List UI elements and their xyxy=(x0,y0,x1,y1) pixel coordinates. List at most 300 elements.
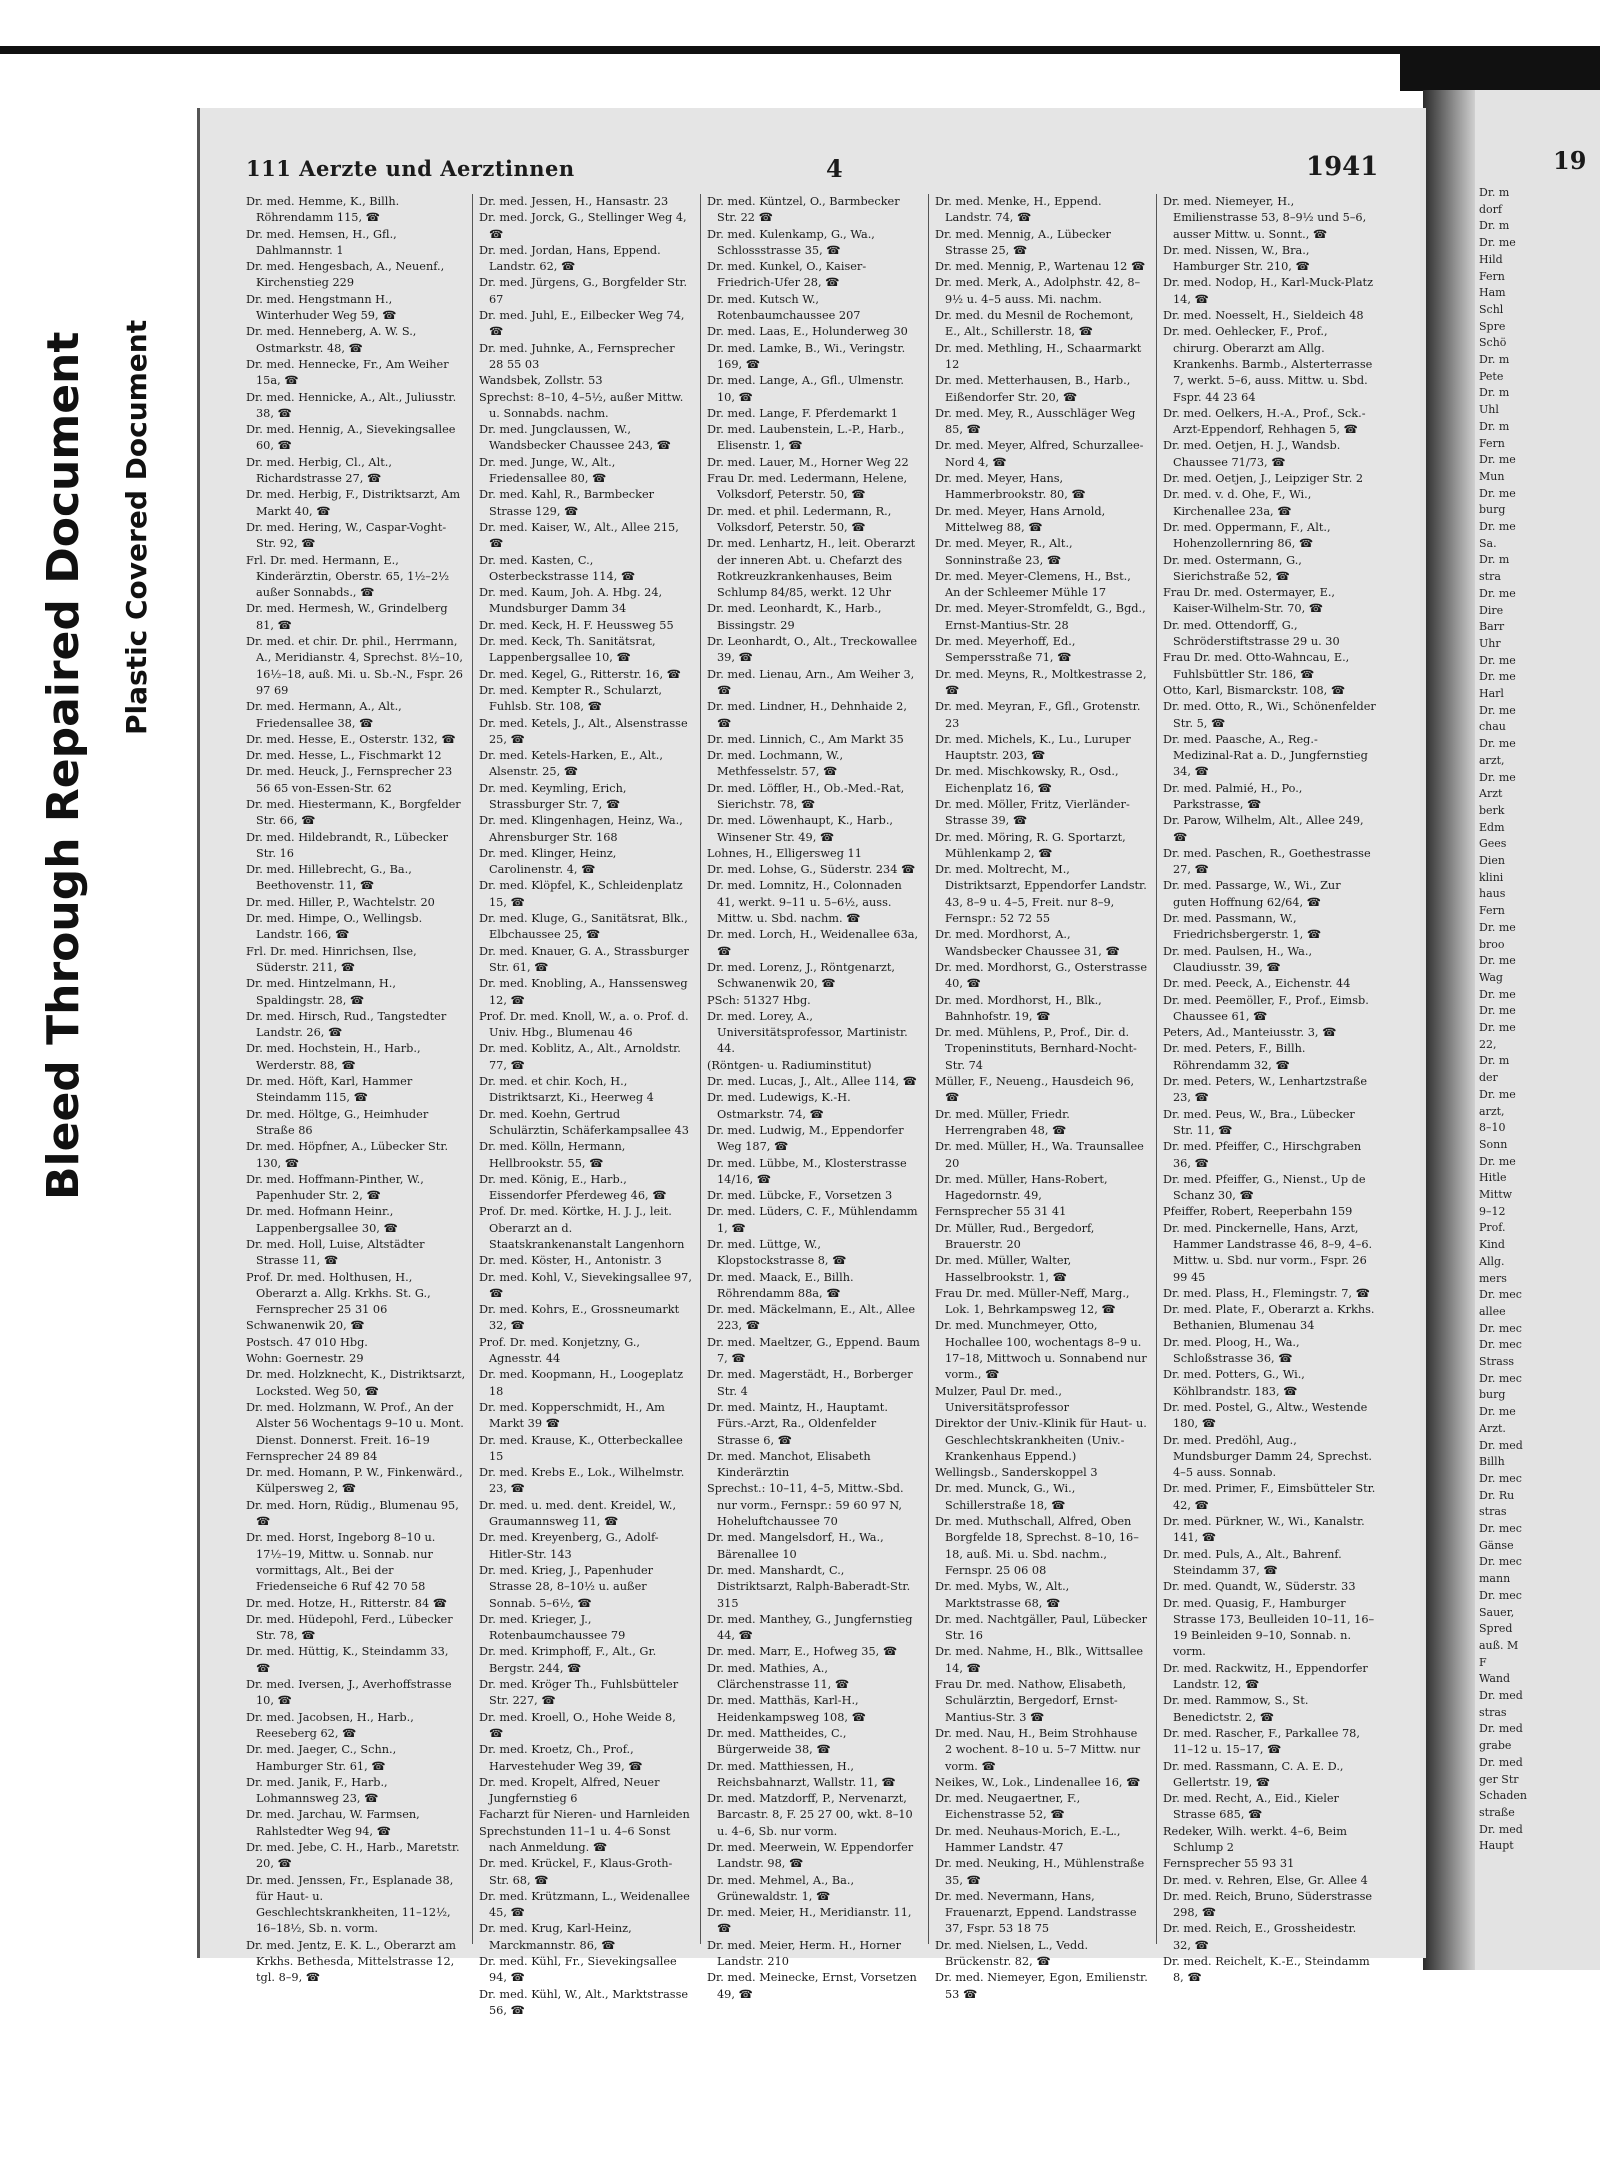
directory-entry: Dr. med. Hennicke, A., Alt., Juliusstr. 38, ☎ xyxy=(246,390,457,420)
directory-entry: Dr. med. Krause, K., Otterbeckallee 15 xyxy=(479,1433,683,1463)
adjacent-page-line: Dr. m xyxy=(1479,353,1510,366)
directory-entry: Dr. med. Kroetz, Ch., Prof., Harvestehuder Weg 39, ☎ xyxy=(479,1743,643,1773)
adjacent-page-line: Dr. mec xyxy=(1479,1371,1522,1385)
directory-entry: Dr. med. Lenhartz, H., leit. Oberarzt der inneren Abt. u. Chefarzt des Rotkreuzkrankenhauses, Beim Schlump 84/85, werkt. 12 Uhr xyxy=(707,537,916,600)
directory-entry: Dr. med. Meyer, Hans Arnold, Mittelweg 88, ☎ xyxy=(935,504,1106,534)
directory-entry: Dr. med. Holl, Luise, Altstädter Strasse 11, ☎ xyxy=(246,1238,425,1268)
directory-entry: Dr. med. Kunkel, O., Kaiser-Friedrich-Ufer 28, ☎ xyxy=(707,260,867,290)
adjacent-page-line: Dr. me xyxy=(1479,670,1516,684)
directory-entry: Dr. med. Klöpfel, K., Schleidenplatz 15, ☎ xyxy=(479,879,683,909)
adjacent-page-line: Spre xyxy=(1479,319,1506,333)
directory-entry: Dr. med. Kempter R., Schularzt, Fuhlsb. Str. 108, ☎ xyxy=(479,683,662,714)
bleed-through-banner: Bleed Through Repaired Document xyxy=(38,331,89,1200)
adjacent-page-line: 8–10 xyxy=(1479,1121,1506,1135)
adjacent-page-line: grabe xyxy=(1479,1739,1512,1753)
directory-column-2 xyxy=(472,194,692,2017)
directory-entry: Dr. med. Nahme, H., Blk., Wittsallee 14, ☎ xyxy=(935,1645,1144,1675)
directory-entry: Dr. med. Kohl, V., Sievekingsallee 97, ☎ xyxy=(479,1270,692,1300)
directory-entry: Dr. med. Magerstädt, H., Borberger Str. 4 xyxy=(707,1368,913,1398)
adjacent-page-line: mann xyxy=(1479,1572,1511,1586)
directory-entry: Dr. med. Kaiser, W., Alt., Allee 215, ☎ xyxy=(479,520,679,551)
directory-entry: Dr. med. Mehmel, A., Ba., Grünewaldstr. 1, ☎ xyxy=(707,1873,855,1903)
directory-entry: Dr. med. Krieger, J., Rotenbaumchaussee 79 xyxy=(479,1612,626,1643)
directory-entry: Dr. med. Predöhl, Aug., Mundsburger Damm 24, Sprechst. 4–5 auss. Sonnab. xyxy=(1163,1433,1372,1480)
directory-entry: Dr. med. Mordhorst, A., Wandsbecker Chaussee 31, ☎ xyxy=(935,928,1120,958)
directory-entry: Dr. med. Mordhorst, H., Blk., Bahnhofstr. 19, ☎ xyxy=(935,993,1102,1023)
directory-entry: Dr. med. Hofmann Heinr., Lappenbergsallee 30, ☎ xyxy=(246,1205,398,1235)
directory-entry: Dr. med. Metterhausen, B., Harb., Eißendorfer Str. 20, ☎ xyxy=(935,374,1131,404)
directory-entry: Dr. med. Pfeiffer, G., Nienst., Up de Schanz 30, ☎ xyxy=(1163,1172,1366,1203)
directory-entry: Dr. med. Lohse, G., Süderstr. 234 ☎ xyxy=(707,863,916,877)
adjacent-page-line: Dr. mec xyxy=(1479,1555,1522,1569)
directory-entry: Dr. med. Meyer-Clemens, H., Bst., An der Schleemer Mühle 17 xyxy=(935,569,1131,600)
adjacent-page-line: Dr. me xyxy=(1479,1087,1516,1101)
directory-entry: Dr. med. Mattheides, C., Bürgerweide 38, ☎ xyxy=(707,1726,847,1757)
adjacent-page-line: Harl xyxy=(1479,687,1504,700)
directory-entry: Prof. Dr. med. Holthusen, H., Oberarzt a. Allg. Krkhs. St. G., Fernsprecher 25 31 06 xyxy=(246,1270,431,1317)
directory-entry: Dr. med. Peters, W., Lenhartzstraße 23, ☎ xyxy=(1163,1075,1368,1105)
directory-entry: Dr. med. Meier, H., Meridianstr. 11, ☎ xyxy=(707,1906,912,1936)
directory-entry: Dr. med. Lochmann, W., Methfesselstr. 57, ☎ xyxy=(707,749,844,779)
directory-entry: (Röntgen- u. Radiuminstitut) xyxy=(707,1058,872,1072)
adjacent-page-line: Sauer, xyxy=(1479,1605,1515,1619)
directory-entry: Dr. med. Hillebrecht, G., Ba., Beethovenstr. 11, ☎ xyxy=(246,863,412,893)
directory-entry: Dr. med. Hoffmann-Pinther, W., Papenhuder Str. 2, ☎ xyxy=(246,1172,424,1203)
adjacent-page-line: Strass xyxy=(1479,1355,1515,1368)
directory-entry: Dr. med. Kröger Th., Fuhlsbütteler Str. 227, ☎ xyxy=(479,1678,679,1708)
directory-entry: Dr. med. Juhnke, A., Fernsprecher 28 55 03 xyxy=(479,341,675,371)
directory-entry: Dr. med. Kropelt, Alfred, Neuer Jungfernstieg 6 xyxy=(479,1775,660,1806)
directory-entry: Dr. med. Manthey, G., Jungfernstieg 44, ☎ xyxy=(707,1612,913,1643)
directory-column-4 xyxy=(928,194,1148,2001)
adjacent-page-line: haus xyxy=(1479,887,1506,901)
directory-entry: Dr. med. Lüders, C. F., Mühlendamm 1, ☎ xyxy=(707,1205,918,1235)
directory-entry: Dr. med. Lange, F. Pferdemarkt 1 xyxy=(707,406,898,420)
directory-entry: Dr. med. Oelkers, H.-A., Prof., Sck.-Arzt-Eppendorf, Rehhagen 5, ☎ xyxy=(1163,406,1366,437)
directory-entry: Dr. med. Leonhardt, K., Harb., Bissingstr. 29 xyxy=(707,602,882,632)
directory-entry: Dr. med. Krieg, J., Papenhuder Strasse 28, 8–10½ u. außer Sonnab. 5–6½, ☎ xyxy=(479,1563,654,1610)
directory-entry: Dr. med. Mennig, P., Wartenau 12 ☎ xyxy=(935,260,1146,274)
adjacent-page-line: Uhr xyxy=(1479,636,1501,650)
directory-entry: Dr. med. Hennig, A., Sievekingsallee 60, ☎ xyxy=(246,423,456,453)
adjacent-page-line: Dr. Ru xyxy=(1479,1488,1515,1502)
directory-entry: Dr. med. Hemme, K., Billh. Röhrendamm 115, ☎ xyxy=(246,195,400,225)
adjacent-page-line: Uhl xyxy=(1479,403,1499,417)
directory-entry: Dr. med. Hiller, P., Wachtelstr. 20 xyxy=(246,895,435,909)
adjacent-page-line: stras xyxy=(1479,1505,1507,1519)
directory-entry: Dr. med. Meyran, F., Gfl., Grotenstr. 23 xyxy=(935,700,1141,730)
directory-entry: Dr. med. König, E., Harb., Eissendorfer Pferdeweg 46, ☎ xyxy=(479,1172,667,1203)
directory-entry: Dr. med. Neugaertner, F., Eichenstrasse 52, ☎ xyxy=(935,1792,1081,1822)
adjacent-page-line: Arzt xyxy=(1479,787,1503,801)
directory-entry: Peters, Ad., Manteiusstr. 3, ☎ xyxy=(1163,1026,1337,1040)
directory-entry: Redeker, Wilh. werkt. 4–6, Beim Schlump 2 xyxy=(1163,1824,1347,1854)
adjacent-page-line: Schl xyxy=(1479,302,1504,316)
directory-entry: Pfeiffer, Robert, Reeperbahn 159 xyxy=(1163,1205,1353,1219)
directory-entry: Dr. med. Janik, F., Harb., Lohmannsweg 23, ☎ xyxy=(246,1775,388,1806)
directory-entry: Dr. med. Kahl, R., Barmbecker Strasse 129, ☎ xyxy=(479,488,655,518)
directory-entry: Dr. med. Holzmann, W. Prof., An der Alster 56 Wochentags 9–10 u. Mont. Dienst. Donnerst. Freit. 16–19 xyxy=(246,1400,464,1447)
adjacent-page-line: Dr. med xyxy=(1479,1438,1523,1452)
adjacent-page-line: Fern xyxy=(1479,904,1505,918)
adjacent-page-line: Dr. m xyxy=(1479,553,1510,567)
directory-entry: Dr. med. Kaum, Joh. A. Hbg. 24, Mundsburger Damm 34 xyxy=(479,586,663,616)
directory-entry: Dr. med. Manchot, Elisabeth Kinderärztin xyxy=(707,1449,871,1480)
directory-entry: Dr. med. Peeck, A., Eichenstr. 44 xyxy=(1163,977,1351,991)
page-number: 4 xyxy=(826,154,843,183)
adjacent-page-line: stra xyxy=(1479,570,1501,584)
adjacent-page-line: Edm xyxy=(1479,820,1505,834)
adjacent-page-line: 9–12 xyxy=(1479,1204,1506,1218)
directory-entry: Dr. med. Paasche, A., Reg.-Medizinal-Rat a. D., Jungfernstieg 34, ☎ xyxy=(1163,732,1368,779)
adjacent-page-line: stras xyxy=(1479,1705,1507,1719)
directory-entry: Dr. med. Möring, R. G. Sportarzt, Mühlenkamp 2, ☎ xyxy=(935,830,1126,860)
directory-entry: Dr. med. Matthäs, Karl-H., Heidenkampsweg 108, ☎ xyxy=(707,1694,866,1724)
directory-entry: Dr. med. Hesse, E., Osterstr. 132, ☎ xyxy=(246,732,456,746)
adjacent-page-line: Dr. me xyxy=(1479,1021,1516,1034)
adjacent-page-line: Dr. me xyxy=(1479,486,1516,500)
adjacent-page-line: Dr. me xyxy=(1479,954,1516,968)
directory-entry: Dr. med. Lomnitz, H., Colonnaden 41, werkt. 9–11 u. 5–6½, auss. Mittw. u. Sbd. nachm. ☎ xyxy=(707,879,902,926)
directory-entry: Dr. med. Kegel, G., Ritterstr. 16, ☎ xyxy=(479,667,681,681)
directory-entry: Frau Dr. med. Otto-Wahncau, E., Fuhlsbüttler Str. 186, ☎ xyxy=(1163,651,1350,681)
directory-entry: Dr. med. Mordhorst, G., Osterstrasse 40, ☎ xyxy=(935,960,1148,991)
page-header xyxy=(246,152,1396,186)
directory-entry: Frau Dr. med. Ledermann, Helene, Volksdorf, Peterstr. 50, ☎ xyxy=(707,472,908,502)
adjacent-page-line: Hitle xyxy=(1479,1171,1507,1185)
directory-entry: Dr. med. Mennig, A., Lübecker Strasse 25, ☎ xyxy=(935,227,1111,257)
adjacent-page-line: Dr. me xyxy=(1479,1405,1516,1419)
directory-entry: Dr. med. Hirsch, Rud., Tangstedter Landstr. 26, ☎ xyxy=(246,1009,447,1040)
directory-entry: Dr. med. Hesse, L., Fischmarkt 12 xyxy=(246,749,442,763)
directory-entry: Frl. Dr. med. Hinrichsen, Ilse, Süderstr. 211, ☎ xyxy=(246,944,417,974)
adjacent-page-line: auß. M xyxy=(1479,1638,1519,1652)
adjacent-page-line: Schaden xyxy=(1479,1789,1527,1803)
adjacent-page-line: Kind xyxy=(1479,1238,1505,1252)
directory-entry: Dr. med. Mathies, A., Clärchenstrasse 11, ☎ xyxy=(707,1661,849,1692)
directory-entry: Mulzer, Paul Dr. med., Universitätsprofessor xyxy=(935,1384,1069,1414)
directory-entry: Dr. med. Jürgens, G., Borgfelder Str. 67 xyxy=(479,276,688,306)
directory-entry: Dr. med. Kroell, O., Hohe Weide 8, ☎ xyxy=(479,1710,676,1740)
directory-entry: Dr. med. Horst, Ingeborg 8–10 u. 17½–19, Mittw. u. Sonnab. nur vormittags, Alt., Bei der Friedenseiche 6 Ruf 42 70 58 xyxy=(246,1531,436,1594)
directory-entry: Dr. med. Müller, H., Wa. Traunsallee 20 xyxy=(935,1140,1144,1170)
directory-entry: Dr. med. Mischkowsky, R., Osd., Eichenplatz 16, ☎ xyxy=(935,765,1119,795)
adjacent-page-line: Hild xyxy=(1479,252,1503,266)
adjacent-page-line: Dr. med xyxy=(1479,1822,1523,1836)
directory-entry: Dr. med. du Mesnil de Rochemont, E., Alt., Schillerstr. 18, ☎ xyxy=(935,309,1134,339)
directory-entry: Schwanenwik 20, ☎ xyxy=(246,1319,365,1333)
adjacent-page-line: Dr. me xyxy=(1479,653,1516,667)
directory-entry: Dr. med. Potters, G., Wi., Köhlbrandstr. 183, ☎ xyxy=(1163,1368,1305,1398)
directory-entry: Dr. med. Küntzel, O., Barmbecker Str. 22 ☎ xyxy=(707,195,900,225)
directory-entry: Dr. med. Mühlens, P., Prof., Dir. d. Tropeninstituts, Bernhard-Nocht-Str. 74 xyxy=(935,1026,1137,1072)
directory-entry: Dr. med. Nachtgäller, Paul, Lübecker Str. 16 xyxy=(935,1612,1148,1643)
directory-entry: Frau Dr. med. Ostermayer, E., Kaiser-Wilhelm-Str. 70, ☎ xyxy=(1163,586,1336,616)
directory-entry: Dr. med. Lorch, H., Weidenallee 63a, ☎ xyxy=(707,928,919,958)
directory-entry: Dr. med. Lorey, A., Universitätsprofessor, Martinistr. 44. xyxy=(707,1009,908,1056)
directory-entry: Dr. med. Iversen, J., Averhoffstrasse 10, ☎ xyxy=(246,1678,452,1708)
directory-entry: Dr. med. Höltge, G., Heimhuder Straße 86 xyxy=(246,1107,429,1137)
directory-entry: Dr. med. Koopmann, H., Loogeplatz 18 xyxy=(479,1368,684,1398)
plastic-covered-banner: Plastic Covered Document xyxy=(120,319,153,735)
adjacent-page-line: berk xyxy=(1479,803,1505,817)
directory-entry: Dr. med. Kohrs, E., Grossneumarkt 32, ☎ xyxy=(479,1303,680,1333)
directory-entry: Dr. med. Meerwein, W. Eppendorfer Landstr. 98, ☎ xyxy=(707,1840,914,1871)
adjacent-page-line: dorf xyxy=(1479,202,1502,216)
directory-entry: Dr. med. Nevermann, Hans, Frauenarzt, Eppend. Landstrasse 37, Fspr. 53 18 75 xyxy=(935,1889,1137,1936)
directory-entry: Dr. med. Kühl, W., Alt., Marktstrasse 56, ☎ xyxy=(479,1987,689,2017)
directory-entry: Dr. med. Neuhaus-Morich, E.-L., Hammer Landstr. 47 xyxy=(935,1824,1121,1854)
directory-entry: Frau Dr. med. Nathow, Elisabeth, Schulärztin, Bergedorf, Ernst-Mantius-Str. 3 ☎ xyxy=(935,1678,1127,1724)
adjacent-page-line: Dien xyxy=(1479,854,1505,867)
directory-entry: Dr. med. Nielsen, L., Vedd. Brückenstr. 82, ☎ xyxy=(935,1938,1089,1969)
directory-entry: Dr. med. et phil. Ledermann, R., Volksdorf, Peterstr. 50, ☎ xyxy=(707,504,892,534)
directory-entry: Prof. Dr. med. Körtke, H. J. J., leit. Oberarzt an d. Staatskrankenanstalt Langenhorn xyxy=(479,1205,685,1251)
directory-entry: Dr. med. Muthschall, Alfred, Oben Borgfelde 18, Sprechst. 8–10, 16–18, auß. Mi. u. Sbd. nachm., Fernspr. 25 06 08 xyxy=(935,1515,1139,1577)
directory-entry: Dr. med. Köster, H., Antonistr. 3 xyxy=(479,1254,662,1268)
directory-entry: Dr. med. Jacobsen, H., Harb., Reeseberg 62, ☎ xyxy=(246,1710,414,1740)
directory-column-5 xyxy=(1156,194,1376,1985)
directory-entry: Dr. med. Mangelsdorf, H., Wa., Bärenallee 10 xyxy=(707,1531,884,1561)
directory-entry: Dr. med. Jebe, C. H., Harb., Maretstr. 20, ☎ xyxy=(246,1840,460,1871)
directory-entry: PSch: 51327 Hbg. xyxy=(707,993,811,1007)
directory-entry: Dr. med. Meyer, Alfred, Schurzallee-Nord 4, ☎ xyxy=(935,439,1144,469)
directory-entry: Dr. med. Holzknecht, K., Distriktsarzt, Locksted. Weg 50, ☎ xyxy=(246,1368,466,1398)
directory-entry: Dr. Leonhardt, O., Alt., Treckowallee 39, ☎ xyxy=(707,635,918,665)
directory-entry: Dr. med. Kopperschmidt, H., Am Markt 39 ☎ xyxy=(479,1400,665,1431)
directory-entry: Dr. med. Niemeyer, H., Emilienstrasse 53, 8–9½ und 5–6, ausser Mittw. u. Sonnt., ☎ xyxy=(1163,195,1367,241)
adjacent-page-line: Dr. me xyxy=(1479,920,1516,934)
directory-entry: Dr. med. Kasten, C., Osterbeckstrasse 114, ☎ xyxy=(479,553,635,583)
directory-columns xyxy=(246,194,1416,2017)
directory-entry: Dr. med. Heuck, J., Fernsprecher 23 56 65 von-Essen-Str. 62 xyxy=(246,765,453,795)
adjacent-page-line: Dr. m xyxy=(1479,1054,1510,1068)
directory-entry: Dr. med. Rackwitz, H., Eppendorfer Landstr. 12, ☎ xyxy=(1163,1661,1368,1692)
directory-entry: Dr. med. Lauer, M., Horner Weg 22 xyxy=(707,455,909,469)
section-title: 111 Aerzte und Aerztinnen xyxy=(246,156,575,181)
adjacent-page-line: F xyxy=(1479,1655,1487,1669)
directory-entry: Lohnes, H., Elligersweg 11 xyxy=(707,846,862,860)
directory-entry: Dr. med. Herbig, F., Distriktsarzt, Am Markt 40, ☎ xyxy=(246,488,461,518)
directory-entry: Dr. med. Krebs E., Lok., Wilhelmstr. 23, ☎ xyxy=(479,1466,685,1496)
directory-entry: Dr. med. Mey, R., Ausschläger Weg 85, ☎ xyxy=(935,406,1136,437)
directory-entry: Dr. med. Koehn, Gertrud Schulärztin, Schäferkampsallee 43 xyxy=(479,1107,689,1137)
directory-entry: Dr. med. Hüdepohl, Ferd., Lübecker Str. 78, ☎ xyxy=(246,1612,453,1643)
directory-entry: Dr. med. Hermesh, W., Grindelberg 81, ☎ xyxy=(246,602,448,632)
directory-entry: Dr. med. Klingenhagen, Heinz, Wa., Ahrensburger Str. 168 xyxy=(479,814,683,844)
directory-entry: Dr. med. Oetjen, H. J., Wandsb. Chaussee 71/73, ☎ xyxy=(1163,439,1341,469)
directory-entry: Dr. med. Krimphoff, F., Alt., Gr. Bergstr. 244, ☎ xyxy=(479,1645,657,1675)
adjacent-page-line: Dr. med xyxy=(1479,1755,1523,1769)
directory-entry: Dr. med. Mäckelmann, E., Alt., Allee 223, ☎ xyxy=(707,1303,916,1333)
adjacent-page-line: Dr. me xyxy=(1479,987,1516,1001)
directory-entry: Dr. med. Ottendorff, G., Schröderstiftstrasse 29 u. 30 xyxy=(1163,618,1340,649)
book-gutter xyxy=(1423,90,1475,1970)
directory-entry: Dr. med. Lucas, J., Alt., Allee 114, ☎ xyxy=(707,1075,917,1089)
directory-entry: Dr. med. Löwenhaupt, K., Harb., Winsener Str. 49, ☎ xyxy=(707,814,893,844)
directory-entry: Dr. med. Henneberg, A. W. S., Ostmarkstr. 48, ☎ xyxy=(246,325,417,355)
directory-entry: Dr. med. Moltrecht, M., Distriktsarzt, Eppendorfer Landstr. 43, 8–9 u. 4–5, Freit. nur 8–9, Fernspr.: 52 72 55 xyxy=(935,863,1147,926)
adjacent-page-line: allee xyxy=(1479,1304,1506,1318)
directory-entry: Dr. med. Hering, W., Caspar-Voght-Str. 92, ☎ xyxy=(246,520,447,551)
directory-entry: Dr. med. Keymling, Erich, Strassburger Str. 7, ☎ xyxy=(479,781,627,811)
directory-entry: Dr. med. Maeltzer, G., Eppend. Baum 7, ☎ xyxy=(707,1335,920,1366)
directory-entry: Dr. med. Hochstein, H., Harb., Werderstr. 88, ☎ xyxy=(246,1042,421,1072)
directory-entry: Dr. med. Laas, E., Holunderweg 30 xyxy=(707,325,908,339)
directory-entry: Dr. med. Müller, Hans-Robert, Hagedornstr. 49, xyxy=(935,1172,1108,1203)
directory-entry: Dr. med. Menke, H., Eppend. Landstr. 74, ☎ xyxy=(935,195,1102,225)
directory-entry: Dr. med. Kölln, Hermann, Hellbrookstr. 55, ☎ xyxy=(479,1140,626,1170)
adjacent-page-line: Mun xyxy=(1479,469,1505,483)
directory-page xyxy=(197,108,1426,2017)
directory-entry: Dr. med. Peemöller, F., Prof., Eimsb. Chaussee 61, ☎ xyxy=(1163,993,1369,1023)
adjacent-page xyxy=(1475,90,1600,1970)
directory-entry: Dr. med. Meyer, R., Alt., Sonninstraße 23, ☎ xyxy=(935,537,1073,567)
directory-entry: Dr. med. Hemsen, H., Gfl., Dahlmannstr. 1 xyxy=(246,227,397,257)
directory-entry: Dr. med. Oehlecker, F., Prof., chirurg. Oberarzt am Allg. Krankenhs. Barmb., Alsterterrasse 7, werkt. 5–6, auss. Mittw. u. Sbd. Fspr. 44 23 64 xyxy=(1163,325,1373,404)
adjacent-page-line: Ham xyxy=(1479,286,1506,300)
adjacent-page-line: Dr. mec xyxy=(1479,1522,1522,1535)
directory-entry: Dr. med. Ludewigs, K.-H. Ostmarkstr. 74, ☎ xyxy=(707,1091,851,1121)
directory-entry: Dr. med. Primer, F., Eimsbütteler Str. 42, ☎ xyxy=(1163,1482,1376,1512)
adjacent-page-line: Dr. me xyxy=(1479,586,1516,600)
directory-entry: Dr. med. Puls, A., Alt., Bahrenf. Steindamm 37, ☎ xyxy=(1163,1547,1342,1577)
adjacent-page-line: mers xyxy=(1479,1271,1507,1285)
directory-entry: Dr. med. Munck, G., Wi., Schillerstraße 18, ☎ xyxy=(935,1482,1076,1512)
directory-entry: Dr. med. Laubenstein, L.-P., Harb., Elisenstr. 1, ☎ xyxy=(707,423,905,453)
directory-entry: Dr. med. Höft, Karl, Hammer Steindamm 115, ☎ xyxy=(246,1075,413,1105)
directory-entry: Direktor der Univ.-Klinik für Haut- u. Geschlechtskrankheiten (Univ.-Krankenhaus Eppend.) xyxy=(935,1417,1147,1463)
directory-entry: Dr. med. et chir. Koch, H., Distriktsarzt, Ki., Heerweg 4 xyxy=(479,1075,654,1105)
directory-entry: Dr. med. Michels, K., Lu., Luruper Hauptstr. 203, ☎ xyxy=(935,732,1131,763)
adjacent-page-line: burg xyxy=(1479,503,1506,517)
directory-entry: Dr. med. Reich, Bruno, Süderstrasse 298, ☎ xyxy=(1163,1889,1373,1920)
adjacent-page-line: Fern xyxy=(1479,436,1505,450)
directory-entry: Dr. med. Manshardt, C., Distriktsarzt, Ralph-Baberadt-Str. 315 xyxy=(707,1563,911,1610)
directory-entry: Dr. med. Hintzelmann, H., Spaldingstr. 28, ☎ xyxy=(246,977,396,1007)
directory-entry: Dr. med. Knauer, G. A., Strassburger Str. 61, ☎ xyxy=(479,944,689,974)
directory-entry: Dr. med. Krückel, F., Klaus-Groth-Str. 68, ☎ xyxy=(479,1857,673,1887)
directory-entry: Sprechstunden 11–1 u. 4–6 Sonst nach Anmeldung. ☎ xyxy=(479,1824,671,1854)
directory-entry: Dr. med. Möller, Fritz, Vierländer-Strasse 39, ☎ xyxy=(935,797,1130,828)
directory-entry: Dr. med. Keck, Th. Sanitätsrat, Lappenbergsallee 10, ☎ xyxy=(479,635,656,665)
directory-entry: Dr. med. u. med. dent. Kreidel, W., Graumannsweg 11, ☎ xyxy=(479,1498,677,1529)
adjacent-page-line: Haupt xyxy=(1479,1839,1514,1853)
adjacent-page-line: Dr. m xyxy=(1479,419,1510,433)
directory-entry: Dr. med. Quasig, F., Hamburger Strasse 173, Beulleiden 10–11, 16–19 Beinleiden 9–10, Sonnab. n. vorm. xyxy=(1163,1596,1375,1659)
directory-entry: Dr. med. Junge, W., Alt., Friedensallee 80, ☎ xyxy=(479,455,616,486)
directory-entry: Frl. Dr. med. Hermann, E., Kinderärztin, Oberstr. 65, 1½–2½ außer Sonnabds., ☎ xyxy=(246,553,450,600)
directory-entry: Dr. med. Paulsen, H., Wa., Claudiusstr. 39, ☎ xyxy=(1163,944,1313,974)
directory-entry: Dr. med. Methling, H., Schaarmarkt 12 xyxy=(935,341,1142,371)
directory-entry: Dr. med. Kutsch W., Rotenbaumchaussee 207 xyxy=(707,292,861,323)
directory-entry: Dr. med. Knobling, A., Hanssensweg 12, ☎ xyxy=(479,977,688,1007)
directory-entry: Dr. med. Lübbe, M., Klosterstrasse 14/16, ☎ xyxy=(707,1156,907,1186)
adjacent-page-line: Mittw xyxy=(1479,1188,1513,1201)
directory-entry: Dr. med. v. d. Ohe, F., Wi., Kirchenallee 23a, ☎ xyxy=(1163,488,1312,518)
directory-entry: Sprechst.: 10–11, 4–5, Mittw.-Sbd. nur vorm., Fernspr.: 59 60 97 N, Hoheluftchaussee 70 xyxy=(707,1482,904,1529)
directory-entry: Dr. med. Maack, E., Billh. Röhrendamm 88a, ☎ xyxy=(707,1270,854,1300)
directory-entry: Postsch. 47 010 Hbg. xyxy=(246,1335,368,1349)
directory-entry: Dr. med. Meinecke, Ernst, Vorsetzen 49, ☎ xyxy=(707,1971,917,2001)
directory-entry: Dr. med. Paschen, R., Goethestrasse 27, ☎ xyxy=(1163,846,1371,877)
directory-entry: Dr. med. Neuking, H., Mühlenstraße 35, ☎ xyxy=(935,1857,1145,1887)
directory-entry: Dr. med. Niemeyer, Egon, Emilienstr. 53 ☎ xyxy=(935,1971,1148,2001)
directory-entry: Dr. med. Hildebrandt, R., Lübecker Str. 16 xyxy=(246,830,449,860)
directory-entry: Dr. med. Löffler, H., Ob.-Med.-Rat, Sierichstr. 78, ☎ xyxy=(707,781,905,811)
directory-entry: Prof. Dr. med. Knoll, W., a. o. Prof. d. Univ. Hbg., Blumenau 46 xyxy=(479,1009,689,1040)
directory-entry: Dr. med. Meyer, Hans, Hammerbrookstr. 80, ☎ xyxy=(935,472,1086,502)
adjacent-page-line: Dr. m xyxy=(1479,219,1510,233)
directory-entry: Frau Dr. med. Müller-Neff, Marg., Lok. 1, Behrkampsweg 12, ☎ xyxy=(935,1286,1130,1317)
adjacent-page-line: klini xyxy=(1479,870,1504,884)
directory-entry: Neikes, W., Lok., Lindenallee 16, ☎ xyxy=(935,1775,1141,1789)
directory-entry: Dr. med. Pfeiffer, C., Hirschgraben 36, ☎ xyxy=(1163,1140,1362,1170)
directory-entry: Dr. med. Rassmann, C. A. E. D., Gellertstr. 19, ☎ xyxy=(1163,1759,1344,1789)
adjacent-page-line: Dr. me xyxy=(1479,1004,1516,1018)
directory-entry: Dr. med. Marr, E., Hofweg 35, ☎ xyxy=(707,1645,897,1659)
directory-entry: Dr. med. Oetjen, J., Leipziger Str. 2 xyxy=(1163,472,1364,486)
directory-entry: Dr. med. v. Rehren, Else, Gr. Allee 4 xyxy=(1163,1873,1368,1887)
directory-entry: Dr. med. Ludwig, M., Eppendorfer Weg 187, ☎ xyxy=(707,1123,904,1154)
directory-entry: Dr. med. Müller, Walter, Hasselbrookstr. 1, ☎ xyxy=(935,1254,1072,1284)
adjacent-page-line: Gees xyxy=(1479,837,1507,851)
directory-entry: Dr. med. Lindner, H., Dehnhaide 2, ☎ xyxy=(707,700,907,730)
directory-entry: Dr. med. Lüttge, W., Klopstockstrasse 8, ☎ xyxy=(707,1238,847,1268)
adjacent-page-line: Dr. me xyxy=(1479,770,1516,784)
directory-entry: Dr. med. Hüttig, K., Steindamm 33, ☎ xyxy=(246,1645,449,1675)
adjacent-page-line: Billh xyxy=(1479,1455,1505,1469)
adjacent-page-line: Dr. mec xyxy=(1479,1338,1522,1352)
adjacent-page-line: Dr. me xyxy=(1479,453,1516,467)
adjacent-page-line: Sa. xyxy=(1479,536,1497,550)
directory-entry: Dr. med. Lorenz, J., Röntgenarzt, Schwanenwik 20, ☎ xyxy=(707,960,895,991)
directory-entry: Dr. med. Kulenkamp, G., Wa., Schlossstrasse 35, ☎ xyxy=(707,227,875,257)
adjacent-page-line: Dr. me xyxy=(1479,1154,1516,1168)
directory-entry: Fernsprecher 24 89 84 xyxy=(246,1449,378,1463)
directory-entry: Dr. med. Linnich, C., Am Markt 35 xyxy=(707,732,904,746)
directory-entry: Dr. med. Pinckernelle, Hans, Arzt, Hammer Landstrasse 46, 8–9, 4–6. Mittw. u. Sbd. nur vorm., Fspr. 26 99 45 xyxy=(1163,1221,1373,1284)
directory-entry: Dr. med. Jessen, H., Hansastr. 23 xyxy=(479,195,669,208)
directory-entry: Dr. med. Matzdorff, P., Nervenarzt, Barcastr. 8, F. 25 27 00, wkt. 8–10 u. 4–6, Sb. nur vorm. xyxy=(707,1792,913,1838)
directory-entry: Dr. med. Homann, P. W., Finkenwärd., Külpersweg 2, ☎ xyxy=(246,1466,463,1496)
directory-entry: Dr. med. Mybs, W., Alt., Marktstrasse 68, ☎ xyxy=(935,1580,1070,1610)
directory-entry: Dr. med. Lamke, B., Wi., Veringstr. 169, ☎ xyxy=(707,341,906,371)
adjacent-page-line: Prof. xyxy=(1479,1221,1506,1235)
directory-entry: Dr. med. Müller, Friedr. Herrengraben 48, ☎ xyxy=(935,1107,1070,1137)
directory-entry: Dr. med. Lienau, Arn., Am Weiher 3, ☎ xyxy=(707,667,915,697)
directory-entry: Dr. med. Maintz, H., Hauptamt. Fürs.-Arzt, Ra., Oldenfelder Strasse 6, ☎ xyxy=(707,1400,888,1447)
directory-entry: Dr. med. Recht, A., Eid., Kieler Strasse 685, ☎ xyxy=(1163,1792,1339,1822)
directory-entry: Dr. med. Merk, A., Adolphstr. 42, 8–9½ u. 4–5 auss. Mi. nachm. xyxy=(935,276,1141,306)
directory-entry: Dr. med. Hotze, H., Ritterstr. 84 ☎ xyxy=(246,1596,447,1610)
adjacent-page-line: Dr. mec xyxy=(1479,1321,1522,1335)
adjacent-page-line: Barr xyxy=(1479,620,1505,634)
directory-entry: Dr. med. Krug, Karl-Heinz, Marckmannstr. 86, ☎ xyxy=(479,1922,632,1952)
directory-entry: Dr. med. Jorck, G., Stellinger Weg 4, ☎ xyxy=(479,211,687,241)
directory-entry: Wohn: Goernestr. 29 xyxy=(246,1352,364,1366)
adjacent-page-line: Spred xyxy=(1479,1622,1513,1636)
directory-entry: Dr. med. Noesselt, H., Sieldeich 48 xyxy=(1163,309,1364,323)
directory-entry: Dr. med. Peus, W., Bra., Lübecker Str. 11, ☎ xyxy=(1163,1107,1355,1137)
directory-entry: Dr. med. Jaeger, C., Schn., Hamburger Str. 61, ☎ xyxy=(246,1743,397,1773)
adjacent-page-line: arzt, xyxy=(1479,1104,1505,1118)
adjacent-page-line: Dr. m xyxy=(1479,186,1510,199)
directory-entry: Dr. Müller, Rud., Bergedorf, Brauerstr. 20 xyxy=(935,1221,1095,1251)
adjacent-page-line: ger Str xyxy=(1479,1772,1519,1786)
directory-entry: Dr. med. Nodop, H., Karl-Muck-Platz 14, ☎ xyxy=(1163,276,1374,306)
directory-entry: Sprechst: 8–10, 4–5½, außer Mittw. u. Sonnabds. nachm. xyxy=(479,390,684,420)
